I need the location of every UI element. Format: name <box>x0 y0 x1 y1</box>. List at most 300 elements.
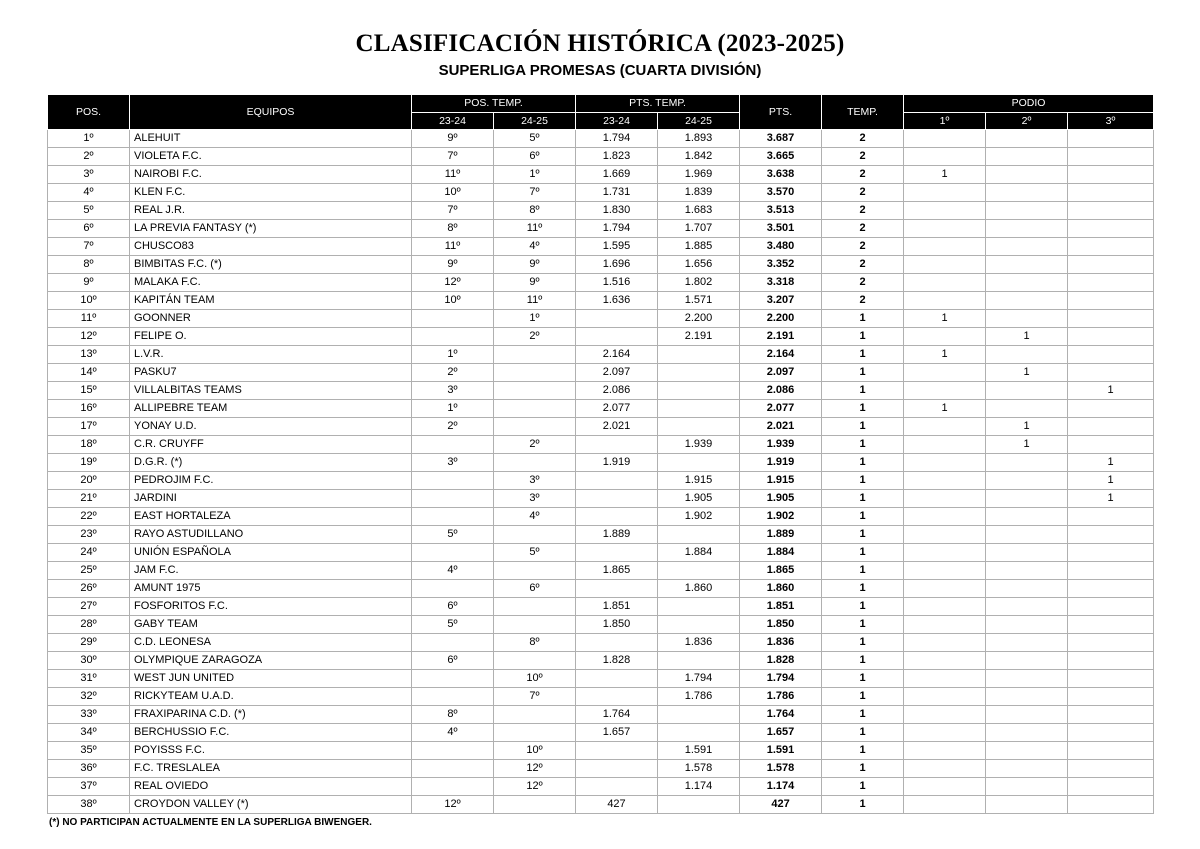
cell-pos: 12º <box>48 328 130 346</box>
cell-temp: 1 <box>822 310 904 328</box>
cell-pos: 14º <box>48 364 130 382</box>
cell-podio-2 <box>986 634 1068 652</box>
table-row <box>48 778 1154 796</box>
cell-pts-23-24 <box>576 310 658 328</box>
cell-pos-23-24 <box>412 742 494 760</box>
cell-pts-total: 2.021 <box>740 418 822 436</box>
cell-pts-24-25: 1.902 <box>658 508 740 526</box>
cell-pts-24-25: 1.786 <box>658 688 740 706</box>
cell-podio-3 <box>1068 634 1154 652</box>
cell-podio-2 <box>986 490 1068 508</box>
cell-podio-3: 1 <box>1068 382 1154 400</box>
cell-temp: 1 <box>822 526 904 544</box>
cell-pts-24-25: 1.969 <box>658 166 740 184</box>
cell-podio-3 <box>1068 598 1154 616</box>
cell-podio-3 <box>1068 166 1154 184</box>
cell-podio-1 <box>904 670 986 688</box>
cell-team: C.D. LEONESA <box>130 634 412 652</box>
cell-pts-23-24: 427 <box>576 796 658 814</box>
cell-pts-total: 1.836 <box>740 634 822 652</box>
cell-pos: 5º <box>48 202 130 220</box>
cell-pts-total: 1.850 <box>740 616 822 634</box>
table-row <box>48 706 1154 724</box>
cell-team: CROYDON VALLEY (*) <box>130 796 412 814</box>
header-pos-temp: POS. TEMP. <box>412 95 576 113</box>
header-temp: TEMP. <box>822 95 904 130</box>
cell-podio-1 <box>904 472 986 490</box>
cell-pos-24-25: 9º <box>494 274 576 292</box>
cell-pos: 28º <box>48 616 130 634</box>
header-pts: PTS. <box>740 95 822 130</box>
cell-podio-3 <box>1068 724 1154 742</box>
cell-team: POYISSS F.C. <box>130 742 412 760</box>
cell-pts-24-25 <box>658 400 740 418</box>
cell-pts-total: 1.915 <box>740 472 822 490</box>
cell-podio-1 <box>904 490 986 508</box>
cell-podio-3 <box>1068 526 1154 544</box>
cell-pos-23-24 <box>412 688 494 706</box>
cell-pos-23-24 <box>412 544 494 562</box>
cell-pos: 13º <box>48 346 130 364</box>
header-pts-temp: PTS. TEMP. <box>576 95 740 113</box>
cell-pos: 1º <box>48 130 130 148</box>
cell-pts-23-24 <box>576 742 658 760</box>
cell-pos-24-25: 8º <box>494 202 576 220</box>
cell-pts-23-24: 1.823 <box>576 148 658 166</box>
cell-podio-3 <box>1068 292 1154 310</box>
cell-pos: 9º <box>48 274 130 292</box>
cell-pts-23-24 <box>576 472 658 490</box>
cell-pts-total: 1.860 <box>740 580 822 598</box>
cell-temp: 2 <box>822 130 904 148</box>
cell-team: JAM F.C. <box>130 562 412 580</box>
cell-temp: 1 <box>822 796 904 814</box>
cell-team: KAPITÁN TEAM <box>130 292 412 310</box>
cell-team: BERCHUSSIO F.C. <box>130 724 412 742</box>
cell-podio-1 <box>904 526 986 544</box>
cell-pos: 36º <box>48 760 130 778</box>
cell-pos: 27º <box>48 598 130 616</box>
cell-pts-23-24 <box>576 760 658 778</box>
table-row <box>48 562 1154 580</box>
cell-podio-2 <box>986 346 1068 364</box>
table-body <box>48 130 1154 814</box>
cell-team: UNIÓN ESPAÑOLA <box>130 544 412 562</box>
cell-podio-1 <box>904 562 986 580</box>
cell-podio-3 <box>1068 652 1154 670</box>
cell-pts-total: 3.501 <box>740 220 822 238</box>
cell-podio-1: 1 <box>904 310 986 328</box>
cell-pts-total: 3.665 <box>740 148 822 166</box>
cell-podio-2 <box>986 544 1068 562</box>
cell-podio-1 <box>904 544 986 562</box>
cell-pts-23-24: 2.097 <box>576 364 658 382</box>
cell-pos-24-25: 10º <box>494 670 576 688</box>
cell-pos-24-25: 12º <box>494 760 576 778</box>
cell-pos-23-24 <box>412 580 494 598</box>
header-equipos: EQUIPOS <box>130 95 412 130</box>
cell-temp: 1 <box>822 778 904 796</box>
table-row <box>48 238 1154 256</box>
cell-podio-1 <box>904 688 986 706</box>
standings-table <box>47 94 1154 814</box>
cell-podio-2 <box>986 400 1068 418</box>
table-row <box>48 256 1154 274</box>
cell-pos-23-24: 12º <box>412 796 494 814</box>
cell-podio-2 <box>986 274 1068 292</box>
table-row <box>48 508 1154 526</box>
cell-team: FELIPE O. <box>130 328 412 346</box>
cell-pos: 8º <box>48 256 130 274</box>
cell-pos-24-25 <box>494 562 576 580</box>
cell-pts-total: 1.851 <box>740 598 822 616</box>
cell-pos: 32º <box>48 688 130 706</box>
cell-pts-24-25: 1.939 <box>658 436 740 454</box>
table-row <box>48 634 1154 652</box>
cell-podio-2 <box>986 526 1068 544</box>
cell-pts-24-25 <box>658 598 740 616</box>
cell-podio-2 <box>986 706 1068 724</box>
cell-pts-total: 1.657 <box>740 724 822 742</box>
cell-pts-total: 2.200 <box>740 310 822 328</box>
cell-pts-23-24: 1.636 <box>576 292 658 310</box>
cell-podio-1: 1 <box>904 166 986 184</box>
cell-pos: 17º <box>48 418 130 436</box>
cell-pos-24-25: 8º <box>494 634 576 652</box>
table-row <box>48 148 1154 166</box>
cell-pts-23-24: 2.021 <box>576 418 658 436</box>
cell-podio-1 <box>904 580 986 598</box>
cell-team: PEDROJIM F.C. <box>130 472 412 490</box>
cell-temp: 1 <box>822 598 904 616</box>
cell-temp: 2 <box>822 220 904 238</box>
cell-pos: 3º <box>48 166 130 184</box>
cell-team: FRAXIPARINA C.D. (*) <box>130 706 412 724</box>
cell-pos-23-24 <box>412 310 494 328</box>
cell-pos-23-24: 11º <box>412 166 494 184</box>
cell-podio-2 <box>986 580 1068 598</box>
cell-team: JARDINI <box>130 490 412 508</box>
cell-pts-24-25: 1.905 <box>658 490 740 508</box>
cell-temp: 2 <box>822 166 904 184</box>
header-pts-23-24: 23-24 <box>576 113 658 130</box>
cell-pos: 19º <box>48 454 130 472</box>
cell-podio-3 <box>1068 364 1154 382</box>
cell-pos-23-24: 9º <box>412 256 494 274</box>
cell-podio-3 <box>1068 274 1154 292</box>
cell-team: REAL J.R. <box>130 202 412 220</box>
cell-pts-24-25 <box>658 526 740 544</box>
cell-podio-3 <box>1068 256 1154 274</box>
cell-pos-24-25: 6º <box>494 580 576 598</box>
cell-pts-total: 1.902 <box>740 508 822 526</box>
cell-podio-3 <box>1068 742 1154 760</box>
cell-podio-3 <box>1068 562 1154 580</box>
cell-podio-2 <box>986 166 1068 184</box>
cell-podio-1 <box>904 778 986 796</box>
cell-pos-23-24 <box>412 670 494 688</box>
header-pts-24-25: 24-25 <box>658 113 740 130</box>
cell-pts-24-25: 1.885 <box>658 238 740 256</box>
cell-temp: 1 <box>822 472 904 490</box>
cell-pts-23-24 <box>576 634 658 652</box>
cell-podio-2 <box>986 688 1068 706</box>
cell-pts-24-25: 1.656 <box>658 256 740 274</box>
cell-pos-24-25 <box>494 400 576 418</box>
cell-pos-24-25 <box>494 616 576 634</box>
cell-pts-total: 1.905 <box>740 490 822 508</box>
cell-team: MALAKA F.C. <box>130 274 412 292</box>
cell-podio-3 <box>1068 436 1154 454</box>
cell-pts-23-24: 1.595 <box>576 238 658 256</box>
cell-pos-23-24: 7º <box>412 202 494 220</box>
cell-podio-1 <box>904 454 986 472</box>
cell-pts-24-25 <box>658 418 740 436</box>
cell-podio-2: 1 <box>986 328 1068 346</box>
cell-pts-24-25: 1.174 <box>658 778 740 796</box>
cell-podio-1: 1 <box>904 400 986 418</box>
cell-pos-23-24: 2º <box>412 364 494 382</box>
cell-podio-3 <box>1068 706 1154 724</box>
cell-podio-3 <box>1068 400 1154 418</box>
cell-pts-24-25: 1.842 <box>658 148 740 166</box>
cell-podio-3 <box>1068 508 1154 526</box>
cell-pos: 20º <box>48 472 130 490</box>
header-podio-3: 3º <box>1068 113 1154 130</box>
cell-temp: 1 <box>822 724 904 742</box>
cell-pos-24-25: 1º <box>494 166 576 184</box>
cell-pts-total: 3.513 <box>740 202 822 220</box>
cell-pos: 31º <box>48 670 130 688</box>
cell-pos-23-24 <box>412 490 494 508</box>
footnote: (*) NO PARTICIPAN ACTUALMENTE EN LA SUPERLIGA BIWENGER. <box>49 817 372 828</box>
cell-team: ALLIPEBRE TEAM <box>130 400 412 418</box>
cell-pts-24-25 <box>658 652 740 670</box>
cell-podio-1 <box>904 634 986 652</box>
cell-pts-24-25: 1.571 <box>658 292 740 310</box>
cell-podio-1: 1 <box>904 346 986 364</box>
cell-podio-2 <box>986 796 1068 814</box>
cell-pos-24-25: 2º <box>494 328 576 346</box>
cell-pts-total: 3.570 <box>740 184 822 202</box>
cell-pts-total: 2.077 <box>740 400 822 418</box>
cell-pts-24-25 <box>658 346 740 364</box>
table-row <box>48 688 1154 706</box>
cell-temp: 1 <box>822 436 904 454</box>
cell-pos-23-24: 12º <box>412 274 494 292</box>
cell-pts-24-25: 1.802 <box>658 274 740 292</box>
cell-podio-3 <box>1068 670 1154 688</box>
table-row <box>48 436 1154 454</box>
cell-pos: 34º <box>48 724 130 742</box>
cell-temp: 2 <box>822 148 904 166</box>
cell-pts-24-25: 1.860 <box>658 580 740 598</box>
cell-pos-23-24: 8º <box>412 220 494 238</box>
cell-team: L.V.R. <box>130 346 412 364</box>
cell-temp: 1 <box>822 418 904 436</box>
cell-team: FOSFORITOS F.C. <box>130 598 412 616</box>
cell-pts-total: 2.164 <box>740 346 822 364</box>
cell-podio-2 <box>986 184 1068 202</box>
cell-pos: 25º <box>48 562 130 580</box>
cell-podio-1 <box>904 220 986 238</box>
cell-temp: 1 <box>822 688 904 706</box>
cell-podio-3 <box>1068 202 1154 220</box>
cell-pts-total: 3.687 <box>740 130 822 148</box>
cell-pos-24-25: 6º <box>494 148 576 166</box>
cell-podio-1 <box>904 274 986 292</box>
cell-temp: 1 <box>822 670 904 688</box>
header-pos-24-25: 24-25 <box>494 113 576 130</box>
page-title: CLASIFICACIÓN HISTÓRICA (2023-2025) <box>355 30 845 57</box>
cell-podio-1 <box>904 148 986 166</box>
cell-podio-2 <box>986 778 1068 796</box>
table-row <box>48 652 1154 670</box>
cell-podio-3: 1 <box>1068 490 1154 508</box>
cell-podio-1 <box>904 202 986 220</box>
table-row <box>48 166 1154 184</box>
table-row <box>48 364 1154 382</box>
cell-team: EAST HORTALEZA <box>130 508 412 526</box>
table-row <box>48 310 1154 328</box>
cell-podio-1 <box>904 364 986 382</box>
cell-pts-24-25: 1.683 <box>658 202 740 220</box>
cell-pos-23-24: 10º <box>412 184 494 202</box>
cell-pts-total: 1.794 <box>740 670 822 688</box>
cell-temp: 1 <box>822 544 904 562</box>
cell-temp: 1 <box>822 328 904 346</box>
cell-pos: 35º <box>48 742 130 760</box>
cell-pts-total: 2.086 <box>740 382 822 400</box>
table-row <box>48 274 1154 292</box>
cell-team: RICKYTEAM U.A.D. <box>130 688 412 706</box>
cell-pts-24-25: 1.839 <box>658 184 740 202</box>
cell-pts-24-25: 2.191 <box>658 328 740 346</box>
cell-podio-2 <box>986 256 1068 274</box>
cell-pts-23-24 <box>576 670 658 688</box>
cell-podio-2 <box>986 472 1068 490</box>
cell-podio-3 <box>1068 688 1154 706</box>
cell-pos-24-25: 10º <box>494 742 576 760</box>
cell-pts-total: 1.865 <box>740 562 822 580</box>
cell-temp: 1 <box>822 364 904 382</box>
cell-team: BIMBITAS F.C. (*) <box>130 256 412 274</box>
cell-pos-23-24: 1º <box>412 400 494 418</box>
table-row <box>48 616 1154 634</box>
cell-podio-3 <box>1068 310 1154 328</box>
table-row <box>48 472 1154 490</box>
cell-team: GABY TEAM <box>130 616 412 634</box>
table-row <box>48 490 1154 508</box>
cell-pts-23-24: 1.731 <box>576 184 658 202</box>
cell-podio-2 <box>986 652 1068 670</box>
cell-pts-24-25: 1.836 <box>658 634 740 652</box>
cell-team: ALEHUIT <box>130 130 412 148</box>
cell-pts-23-24: 1.669 <box>576 166 658 184</box>
cell-pos-24-25 <box>494 364 576 382</box>
cell-podio-3 <box>1068 778 1154 796</box>
header-podio: PODIO <box>904 95 1154 113</box>
cell-pos-24-25: 4º <box>494 238 576 256</box>
table-row <box>48 742 1154 760</box>
header-pos: POS. <box>48 95 130 130</box>
cell-pos-24-25: 4º <box>494 508 576 526</box>
cell-podio-2 <box>986 742 1068 760</box>
cell-pos: 24º <box>48 544 130 562</box>
cell-pos-24-25 <box>494 454 576 472</box>
cell-pos-23-24: 4º <box>412 724 494 742</box>
cell-pts-total: 1.939 <box>740 436 822 454</box>
cell-podio-1 <box>904 436 986 454</box>
cell-pts-23-24: 2.086 <box>576 382 658 400</box>
cell-podio-3 <box>1068 580 1154 598</box>
cell-pos-24-25 <box>494 598 576 616</box>
table-row <box>48 328 1154 346</box>
cell-pts-23-24 <box>576 544 658 562</box>
cell-podio-2 <box>986 562 1068 580</box>
cell-pts-23-24 <box>576 508 658 526</box>
cell-temp: 1 <box>822 760 904 778</box>
cell-pts-24-25 <box>658 454 740 472</box>
cell-pts-total: 3.480 <box>740 238 822 256</box>
cell-podio-3 <box>1068 238 1154 256</box>
cell-pts-23-24: 1.696 <box>576 256 658 274</box>
cell-pts-total: 1.884 <box>740 544 822 562</box>
cell-temp: 1 <box>822 634 904 652</box>
cell-pos: 21º <box>48 490 130 508</box>
cell-pts-total: 3.638 <box>740 166 822 184</box>
table-header <box>48 95 1154 130</box>
cell-pts-23-24: 1.657 <box>576 724 658 742</box>
cell-pts-23-24 <box>576 778 658 796</box>
cell-temp: 2 <box>822 274 904 292</box>
cell-pos: 23º <box>48 526 130 544</box>
cell-pos-23-24: 1º <box>412 346 494 364</box>
cell-pts-total: 1.786 <box>740 688 822 706</box>
cell-pts-23-24: 1.919 <box>576 454 658 472</box>
cell-podio-2 <box>986 148 1068 166</box>
cell-pos-24-25: 5º <box>494 130 576 148</box>
cell-team: AMUNT 1975 <box>130 580 412 598</box>
cell-pts-total: 1.828 <box>740 652 822 670</box>
cell-pos-24-25: 7º <box>494 688 576 706</box>
cell-podio-1 <box>904 382 986 400</box>
cell-temp: 1 <box>822 400 904 418</box>
table-row <box>48 346 1154 364</box>
cell-pos-23-24: 2º <box>412 418 494 436</box>
cell-podio-1 <box>904 706 986 724</box>
cell-podio-2 <box>986 130 1068 148</box>
cell-pts-23-24 <box>576 328 658 346</box>
cell-pos: 26º <box>48 580 130 598</box>
cell-podio-1 <box>904 418 986 436</box>
cell-team: NAIROBI F.C. <box>130 166 412 184</box>
cell-pos-23-24: 3º <box>412 382 494 400</box>
cell-podio-1 <box>904 616 986 634</box>
cell-pos-24-25 <box>494 652 576 670</box>
cell-pts-total: 427 <box>740 796 822 814</box>
cell-pts-23-24: 2.164 <box>576 346 658 364</box>
cell-pos: 10º <box>48 292 130 310</box>
cell-pos-24-25: 9º <box>494 256 576 274</box>
cell-pos-23-24 <box>412 778 494 796</box>
cell-temp: 2 <box>822 256 904 274</box>
cell-pts-24-25: 1.884 <box>658 544 740 562</box>
cell-team: OLYMPIQUE ZARAGOZA <box>130 652 412 670</box>
table-row <box>48 526 1154 544</box>
table-row <box>48 382 1154 400</box>
cell-pos-24-25: 3º <box>494 490 576 508</box>
